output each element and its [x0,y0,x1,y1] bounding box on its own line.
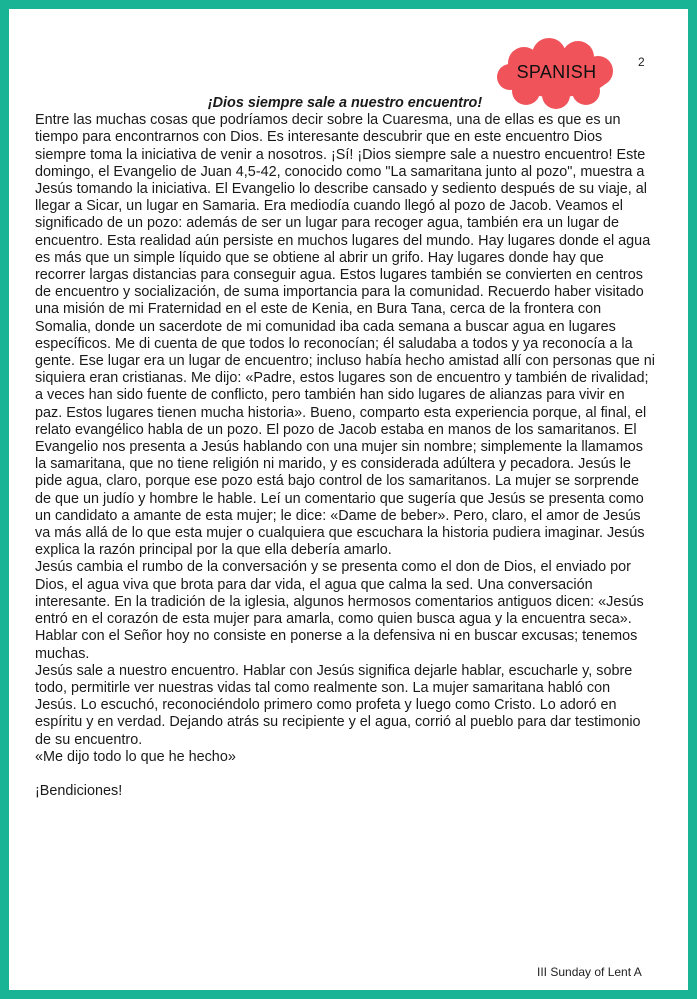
closing-blessing: ¡Bendiciones! [35,782,123,799]
document-body [35,95,655,800]
body-paragraph-3: Hablar con el Señor hoy no consiste en ponerse a la defensiva ni en buscar excusas; tenemos muchas. [35,628,638,662]
body-quote: «Me dijo todo lo que he hecho» [35,748,236,765]
badge-label: SPANISH [516,62,597,82]
body-paragraph-1: Entre las muchas cosas que podríamos decir sobre la Cuaresma, una de ellas es que es un tiempo para encontrarnos con Dios. Es interesante descubrir que en este encuentro Dios siempre toma la iniciativa de venir a nosotros. ¡Sí! ¡Dios siempre sale a nuestro encuentro! Este domingo, el Evangelio de Juan 4,5-42, conocido como "La samaritana junto al pozo", muestra a Jesús tomando la iniciativa. El Evangelio lo describe cansado y sediento después de su viaje, al llegar a Sicar, un lugar en Samaria. Era mediodía cuando llegó al pozo de Jacob. Veamos el significado de un pozo: además de ser un lugar para recoger agua, también era un lugar de encuentro. Esta realidad aún persiste en muchos lugares del mundo. Hay lugares donde el agua es más que un simple líquido que se obtiene al abrir un grifo. Hay lugares donde hay que recorrer largas distancias para conseguir agua. Estos lugares también se convierten en centros de encuentro y socialización, de suma importancia para la comunidad. Recuerdo haber visitado una misión de mi Fraternidad en el este de Kenia, en Bura Tana, cerca de la frontera con Somalia, donde un sacerdote de mi comunidad iba cada semana a buscar agua en lugares específicos. Me di cuenta de que todos lo reconocían; él saludaba a todos y ya reconocía a la gente. Ese lugar era un lugar de encuentro; incluso había hecho amistad allí con personas que ni siquiera eran cristianas. Me dijo: «Padre, estos lugares son de encuentro y también de rivalidad; a veces han sido fuente de conflicto, pero también han sido lugares de alianzas para vivir en paz. Estos lugares tienen mucha historia». Bueno, comparto esta experiencia porque, al final, el relato evangélico habla de un pozo. El pozo de Jacob estaba en manos de los samaritanos. El Evangelio nos presenta a Jesús hablando con una mujer sin nombre; simplemente la llamamos la samaritana, que no tiene religión ni marido, y es considerada adúltera y pecadora. Jesús le pide agua, claro, porque ese pozo está bajo control de los samaritanos. La mujer se sorprende de que un judío y hombre le hable. Leí un comentario que sugería que Jesús se presenta como un candidato a amante de esta mujer; le dice: «Dame de beber». Pero, claro, el amor de Jesús va más allá de lo que esta mujer o cualquiera que escuchara la historia pudiera imaginar. Jesús explica la razón principal por la que ella debería amarlo. [35,112,656,559]
body-paragraph-2: Jesús cambia el rumbo de la conversación y se presenta como el don de Dios, el enviado por Dios, el agua viva que brota para dar vida, el agua que calma la sed. Una conversación interesante. En la tradición de la iglesia, algunos hermosos comentarios antiguos dicen: «Jesús entró en el corazón de esta mujer para amarla, como quien busca agua y la encuentra seca». [35,559,644,628]
body-paragraph-4: Jesús sale a nuestro encuentro. Hablar con Jesús significa dejarle hablar, escucharle y, sobre todo, permitirle ver nuestras vidas tal como realmente son. La mujer samaritana habló con Jesús. Lo escuchó, reconociéndolo primero como profeta y luego como Cristo. Lo adoró en espíritu y en verdad. Dejando atrás su recipiente y el agua, corrió al pueblo para dar testimonio de su encuentro. [35,662,641,748]
document-title: ¡Dios siempre sale a nuestro encuentro! [207,95,483,111]
footer-label: III Sunday of Lent A [537,965,642,979]
page-number: 2 [638,55,645,69]
